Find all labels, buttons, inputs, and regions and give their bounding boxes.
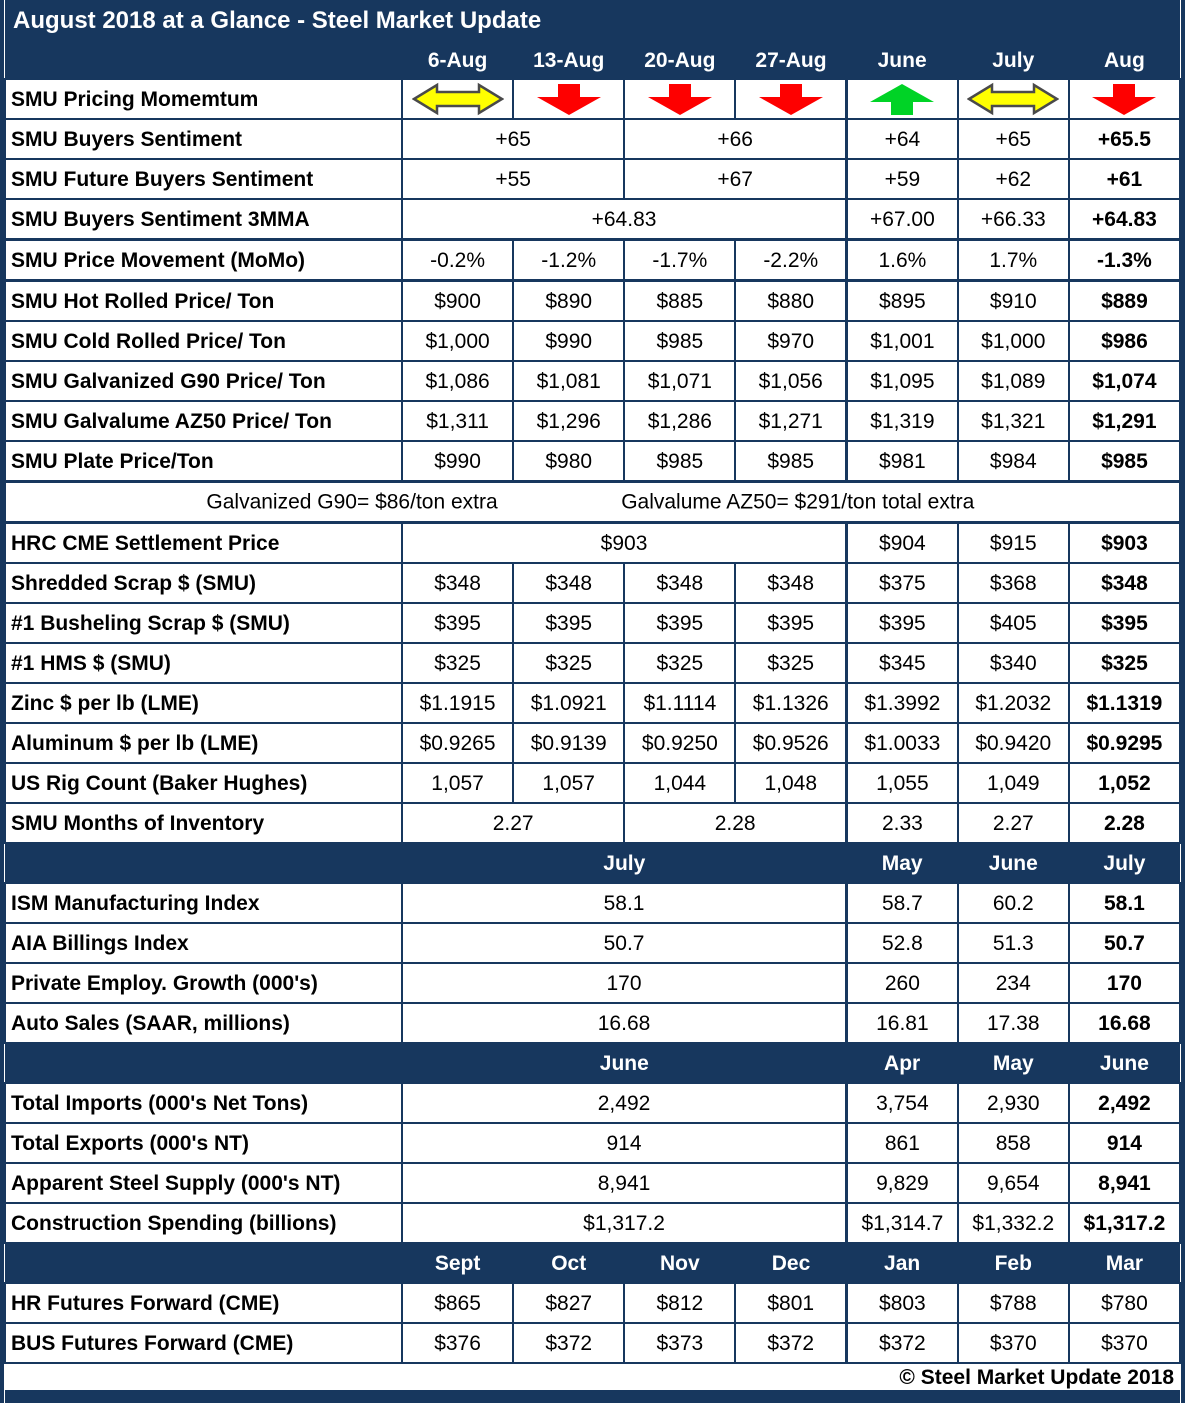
values-row: [5, 199, 1180, 240]
row-label: HRC CME Settlement Price: [5, 523, 402, 564]
value-cell: $985: [1069, 441, 1180, 482]
value-cell: $1,319: [847, 401, 958, 441]
copyright-text: © Steel Market Update 2018: [5, 1363, 1180, 1391]
value-cell: $885: [624, 281, 735, 322]
arrow-double-icon: [412, 82, 504, 116]
value-cell: 2.27: [958, 803, 1069, 843]
row-label: Apparent Steel Supply (000's NT): [5, 1163, 402, 1203]
value-cell: 58.7: [847, 883, 958, 923]
subheader-row: [5, 843, 1180, 883]
value-cell: $990: [402, 441, 513, 482]
value-cell: 9,654: [958, 1163, 1069, 1203]
value-cell: 3,754: [847, 1083, 958, 1123]
values-row: [5, 603, 1180, 643]
values-row: [5, 1283, 1180, 1323]
value-cell: 1,048: [735, 763, 846, 803]
value-cell: 2,492: [402, 1083, 847, 1123]
value-cell: 1,057: [402, 763, 513, 803]
value-cell: $0.9526: [735, 723, 846, 763]
row-label: SMU Price Movement (MoMo): [5, 240, 402, 281]
row-label: AIA Billings Index: [5, 923, 402, 963]
arrows-row: [5, 79, 1180, 119]
values-row: [5, 883, 1180, 923]
value-cell: $0.9139: [513, 723, 624, 763]
subheader-row: [5, 1243, 1180, 1283]
value-cell: $1,314.7: [847, 1203, 958, 1243]
value-cell: 2.33: [847, 803, 958, 843]
value-cell: $345: [847, 643, 958, 683]
value-cell: 8,941: [1069, 1163, 1180, 1203]
arrow-down-icon: [648, 84, 712, 115]
value-cell: $981: [847, 441, 958, 482]
momentum-arrow-cell: [513, 79, 624, 119]
value-cell: $368: [958, 563, 1069, 603]
value-cell: $1.1915: [402, 683, 513, 723]
value-cell: 1,049: [958, 763, 1069, 803]
column-header: 6-Aug: [402, 42, 513, 79]
value-cell: $372: [513, 1323, 624, 1363]
row-label: ISM Manufacturing Index: [5, 883, 402, 923]
value-cell: $1,311: [402, 401, 513, 441]
copyright-row: [5, 1363, 1180, 1391]
row-label: Total Imports (000's Net Tons): [5, 1083, 402, 1123]
value-cell: $395: [847, 603, 958, 643]
column-header: Jan: [847, 1243, 958, 1283]
value-cell: $1,095: [847, 361, 958, 401]
value-cell: $1,291: [1069, 401, 1180, 441]
value-cell: 2.28: [1069, 803, 1180, 843]
values-row: [5, 1123, 1180, 1163]
values-row: [5, 441, 1180, 482]
value-cell: 58.1: [402, 883, 847, 923]
value-cell: 260: [847, 963, 958, 1003]
row-label: Aluminum $ per lb (LME): [5, 723, 402, 763]
column-header: Feb: [958, 1243, 1069, 1283]
value-cell: $1,056: [735, 361, 846, 401]
arrow-down-icon: [1092, 84, 1156, 115]
value-cell: 9,829: [847, 1163, 958, 1203]
value-cell: -0.2%: [402, 240, 513, 281]
value-cell: $780: [1069, 1283, 1180, 1323]
value-cell: 861: [847, 1123, 958, 1163]
value-cell: $0.9250: [624, 723, 735, 763]
row-label: BUS Futures Forward (CME): [5, 1323, 402, 1363]
value-cell: $348: [402, 563, 513, 603]
value-cell: $325: [735, 643, 846, 683]
value-cell: $348: [513, 563, 624, 603]
arrow-up-icon: [870, 84, 934, 115]
row-label: SMU Buyers Sentiment: [5, 119, 402, 159]
value-cell: 1.6%: [847, 240, 958, 281]
column-header: May: [847, 843, 958, 883]
value-cell: 16.81: [847, 1003, 958, 1043]
extras-note-cell: [5, 482, 1180, 523]
value-cell: $405: [958, 603, 1069, 643]
row-label: Construction Spending (billions): [5, 1203, 402, 1243]
value-cell: $0.9420: [958, 723, 1069, 763]
value-cell: 50.7: [1069, 923, 1180, 963]
column-header: Aug: [1069, 42, 1180, 79]
values-row: [5, 723, 1180, 763]
value-cell: $801: [735, 1283, 846, 1323]
row-label: SMU Future Buyers Sentiment: [5, 159, 402, 199]
value-cell: 170: [402, 963, 847, 1003]
value-cell: $1,086: [402, 361, 513, 401]
values-row: [5, 159, 1180, 199]
value-cell: 60.2: [958, 883, 1069, 923]
value-cell: $348: [735, 563, 846, 603]
value-cell: $1,332.2: [958, 1203, 1069, 1243]
row-label: [5, 1243, 402, 1283]
value-cell: $373: [624, 1323, 735, 1363]
column-header: Oct: [513, 1243, 624, 1283]
value-cell: +64.83: [1069, 199, 1180, 240]
value-cell: +62: [958, 159, 1069, 199]
value-cell: $1.0921: [513, 683, 624, 723]
value-cell: $1,317.2: [1069, 1203, 1180, 1243]
value-cell: 1.7%: [958, 240, 1069, 281]
value-cell: $395: [513, 603, 624, 643]
value-cell: +59: [847, 159, 958, 199]
value-cell: $990: [513, 321, 624, 361]
value-cell: $904: [847, 523, 958, 564]
value-cell: $985: [624, 321, 735, 361]
value-cell: $1.2032: [958, 683, 1069, 723]
column-header: Nov: [624, 1243, 735, 1283]
column-header: May: [958, 1043, 1069, 1083]
value-cell: 16.68: [1069, 1003, 1180, 1043]
value-cell: $980: [513, 441, 624, 482]
row-label: Zinc $ per lb (LME): [5, 683, 402, 723]
arrow-down-icon: [759, 84, 823, 115]
value-cell: $1,271: [735, 401, 846, 441]
value-cell: 51.3: [958, 923, 1069, 963]
value-cell: $375: [847, 563, 958, 603]
momentum-arrow-cell: [1069, 79, 1180, 119]
value-cell: $395: [1069, 603, 1180, 643]
value-cell: $1.1114: [624, 683, 735, 723]
values-row: [5, 119, 1180, 159]
values-row: [5, 240, 1180, 281]
value-cell: $970: [735, 321, 846, 361]
value-cell: 1,057: [513, 763, 624, 803]
column-header: Mar: [1069, 1243, 1180, 1283]
value-cell: 50.7: [402, 923, 847, 963]
report-table: [4, 0, 1181, 1403]
value-cell: $325: [624, 643, 735, 683]
value-cell: $1.3992: [847, 683, 958, 723]
value-cell: 1,044: [624, 763, 735, 803]
value-cell: $395: [735, 603, 846, 643]
value-cell: 8,941: [402, 1163, 847, 1203]
column-header: June: [1069, 1043, 1180, 1083]
value-cell: $985: [624, 441, 735, 482]
arrow-down-icon: [537, 84, 601, 115]
value-cell: $325: [513, 643, 624, 683]
momentum-arrow-cell: [958, 79, 1069, 119]
values-row: [5, 1163, 1180, 1203]
value-cell: $395: [624, 603, 735, 643]
values-row: [5, 1003, 1180, 1043]
values-row: [5, 963, 1180, 1003]
value-cell: +67.00: [847, 199, 958, 240]
value-cell: $803: [847, 1283, 958, 1323]
value-cell: 234: [958, 963, 1069, 1003]
value-cell: $370: [1069, 1323, 1180, 1363]
value-cell: $370: [958, 1323, 1069, 1363]
column-header: 20-Aug: [624, 42, 735, 79]
row-label: SMU Galvanized G90 Price/ Ton: [5, 361, 402, 401]
value-cell: -1.2%: [513, 240, 624, 281]
value-cell: $1,089: [958, 361, 1069, 401]
value-cell: $1.0033: [847, 723, 958, 763]
value-cell: $372: [847, 1323, 958, 1363]
values-row: [5, 683, 1180, 723]
value-cell: $827: [513, 1283, 624, 1323]
column-header: June: [402, 1043, 847, 1083]
value-cell: +64.83: [402, 199, 847, 240]
values-row: [5, 1083, 1180, 1123]
value-cell: $372: [735, 1323, 846, 1363]
column-header: Apr: [847, 1043, 958, 1083]
row-label: SMU Plate Price/Ton: [5, 441, 402, 482]
note-row: [5, 482, 1180, 523]
row-label: Total Exports (000's NT): [5, 1123, 402, 1163]
value-cell: $1.1319: [1069, 683, 1180, 723]
value-cell: 16.68: [402, 1003, 847, 1043]
values-row: [5, 281, 1180, 322]
arrow-double-icon: [967, 82, 1059, 116]
value-cell: 1,052: [1069, 763, 1180, 803]
value-cell: 914: [1069, 1123, 1180, 1163]
value-cell: $340: [958, 643, 1069, 683]
momentum-arrow-cell: [847, 79, 958, 119]
value-cell: 914: [402, 1123, 847, 1163]
row-label: SMU Cold Rolled Price/ Ton: [5, 321, 402, 361]
value-cell: $865: [402, 1283, 513, 1323]
subheader-row: [5, 1043, 1180, 1083]
value-cell: $1,317.2: [402, 1203, 847, 1243]
extras-note-text: Galvalume AZ50= $291/ton total extra: [621, 490, 975, 514]
value-cell: $1,071: [624, 361, 735, 401]
row-label: #1 HMS $ (SMU): [5, 643, 402, 683]
value-cell: $910: [958, 281, 1069, 322]
value-cell: $915: [958, 523, 1069, 564]
value-cell: $984: [958, 441, 1069, 482]
value-cell: +55: [402, 159, 624, 199]
value-cell: $1,286: [624, 401, 735, 441]
value-cell: $348: [624, 563, 735, 603]
values-row: [5, 643, 1180, 683]
value-cell: $1,321: [958, 401, 1069, 441]
row-label: SMU Galvalume AZ50 Price/ Ton: [5, 401, 402, 441]
value-cell: 58.1: [1069, 883, 1180, 923]
page-title: August 2018 at a Glance - Steel Market Update: [5, 0, 1180, 42]
column-header: July: [1069, 843, 1180, 883]
values-row: [5, 401, 1180, 441]
column-header: June: [958, 843, 1069, 883]
value-cell: +65: [402, 119, 624, 159]
value-cell: -2.2%: [735, 240, 846, 281]
row-label: Shredded Scrap $ (SMU): [5, 563, 402, 603]
row-label: SMU Months of Inventory: [5, 803, 402, 843]
value-cell: $1,000: [958, 321, 1069, 361]
value-cell: $890: [513, 281, 624, 322]
values-row: [5, 523, 1180, 564]
value-cell: +67: [624, 159, 846, 199]
values-row: [5, 763, 1180, 803]
value-cell: 1,055: [847, 763, 958, 803]
value-cell: 2,930: [958, 1083, 1069, 1123]
value-cell: $348: [1069, 563, 1180, 603]
value-cell: 858: [958, 1123, 1069, 1163]
value-cell: +64: [847, 119, 958, 159]
value-cell: $1,081: [513, 361, 624, 401]
value-cell: $376: [402, 1323, 513, 1363]
report-table-body: [5, 0, 1180, 1403]
bottom-bar: [5, 1391, 1180, 1403]
value-cell: $325: [1069, 643, 1180, 683]
value-cell: $812: [624, 1283, 735, 1323]
values-row: [5, 361, 1180, 401]
column-header: Dec: [735, 1243, 846, 1283]
value-cell: $0.9295: [1069, 723, 1180, 763]
value-cell: $1,296: [513, 401, 624, 441]
colhead-row: [5, 42, 1180, 79]
values-row: [5, 321, 1180, 361]
value-cell: $889: [1069, 281, 1180, 322]
title-bar: [5, 0, 1180, 42]
value-cell: $1,001: [847, 321, 958, 361]
column-header: Sept: [402, 1243, 513, 1283]
value-cell: +65.5: [1069, 119, 1180, 159]
value-cell: $325: [402, 643, 513, 683]
value-cell: $1.1326: [735, 683, 846, 723]
column-header: 27-Aug: [735, 42, 846, 79]
value-cell: 52.8: [847, 923, 958, 963]
extras-note-text: Galvanized G90= $86/ton extra: [206, 490, 498, 514]
row-label: #1 Busheling Scrap $ (SMU): [5, 603, 402, 643]
column-header: July: [958, 42, 1069, 79]
value-cell: +61: [1069, 159, 1180, 199]
values-row: [5, 563, 1180, 603]
row-label: Private Employ. Growth (000's): [5, 963, 402, 1003]
value-cell: +66: [624, 119, 846, 159]
value-cell: -1.7%: [624, 240, 735, 281]
value-cell: $395: [402, 603, 513, 643]
value-cell: 17.38: [958, 1003, 1069, 1043]
value-cell: 170: [1069, 963, 1180, 1003]
value-cell: $903: [402, 523, 847, 564]
value-cell: -1.3%: [1069, 240, 1180, 281]
row-label: [5, 42, 402, 79]
value-cell: $985: [735, 441, 846, 482]
row-label: HR Futures Forward (CME): [5, 1283, 402, 1323]
values-row: [5, 803, 1180, 843]
value-cell: $986: [1069, 321, 1180, 361]
value-cell: 2,492: [1069, 1083, 1180, 1123]
value-cell: $788: [958, 1283, 1069, 1323]
value-cell: +65: [958, 119, 1069, 159]
value-cell: 2.28: [624, 803, 846, 843]
row-label: [5, 1043, 402, 1083]
value-cell: $0.9265: [402, 723, 513, 763]
value-cell: $903: [1069, 523, 1180, 564]
momentum-arrow-cell: [624, 79, 735, 119]
column-header: June: [847, 42, 958, 79]
column-header: July: [402, 843, 847, 883]
row-label: [5, 843, 402, 883]
values-row: [5, 923, 1180, 963]
value-cell: $880: [735, 281, 846, 322]
value-cell: $900: [402, 281, 513, 322]
bottombar-row: [5, 1391, 1180, 1403]
value-cell: +66.33: [958, 199, 1069, 240]
column-header: 13-Aug: [513, 42, 624, 79]
value-cell: $895: [847, 281, 958, 322]
row-label: SMU Pricing Momemtum: [5, 79, 402, 119]
row-label: SMU Buyers Sentiment 3MMA: [5, 199, 402, 240]
values-row: [5, 1323, 1180, 1363]
value-cell: 2.27: [402, 803, 624, 843]
value-cell: $1,074: [1069, 361, 1180, 401]
momentum-arrow-cell: [735, 79, 846, 119]
values-row: [5, 1203, 1180, 1243]
row-label: SMU Hot Rolled Price/ Ton: [5, 281, 402, 322]
momentum-arrow-cell: [402, 79, 513, 119]
row-label: Auto Sales (SAAR, millions): [5, 1003, 402, 1043]
row-label: US Rig Count (Baker Hughes): [5, 763, 402, 803]
value-cell: $1,000: [402, 321, 513, 361]
